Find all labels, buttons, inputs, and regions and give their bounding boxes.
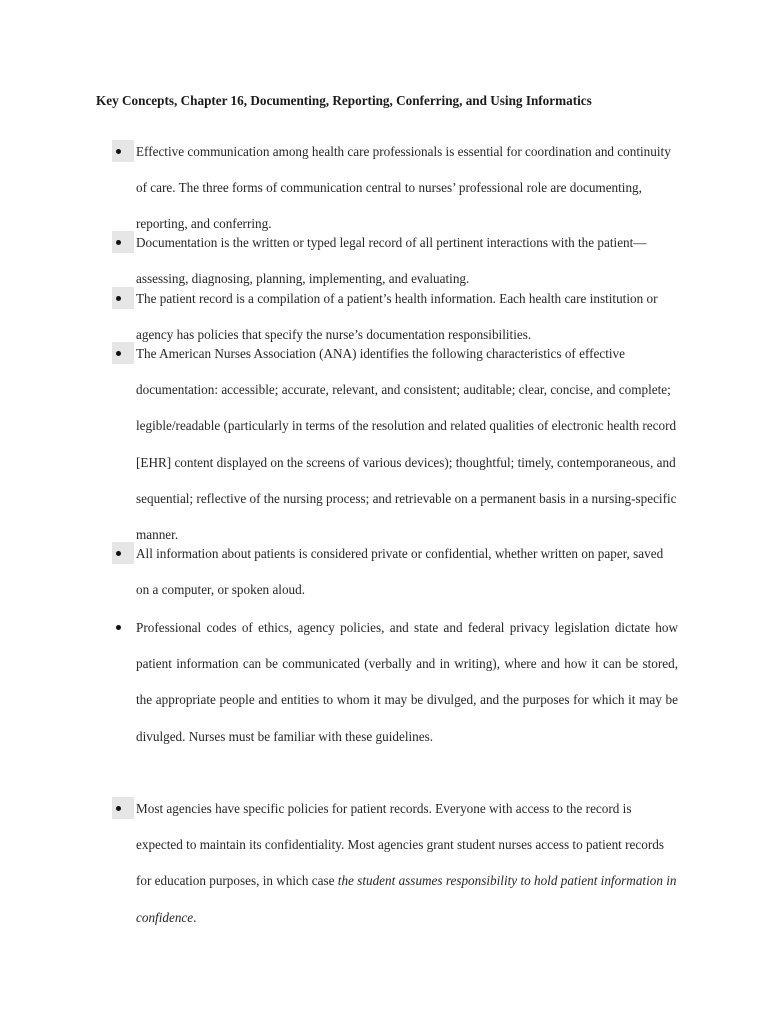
list-item-confidential-information — [136, 536, 678, 608]
list-item-text: Effective communication among health care professionals is essential for coordination and continuity of care. The three forms of communication central to nurses’ professional role are documenting, reporting, and conferring. — [136, 144, 671, 232]
emphasized-text: the student assumes responsibility to hold patient information in confidence — [136, 873, 677, 925]
list-item-text: Documentation is the written or typed legal record of all pertinent interactions with the patient—assessing, diagnosing, planning, implementing, and evaluating. — [136, 235, 647, 287]
bullet-icon — [112, 616, 134, 638]
bullet-icon — [112, 140, 134, 162]
bullet-icon — [112, 287, 134, 309]
bullet-icon — [112, 231, 134, 253]
list-item-privacy-legislation — [136, 610, 678, 755]
bullet-icon — [112, 797, 134, 819]
list-item-ana-characteristics — [136, 336, 678, 553]
list-item-text-main: Most agencies have specific policies for patient records. Everyone with access to the record is expected to maintain its confidentiality. Most agencies grant student nurses access to patient records for education purposes, in which case — [136, 801, 664, 889]
list-item-text: The American Nurses Association (ANA) identifies the following characteristics of effective documentation: accessible; accurate, relevant, and consistent; auditable; clear, concise, and complete; legible/readable (particularly in terms of the resolution and related qualities of electronic health record [EHR] content displayed on the screens of various devices); thoughtful; timely, contemporaneous, and sequential; reflective of the nursing process; and retrievable on a permanent basis in a nursing-specific manner. — [136, 346, 677, 543]
bullet-icon — [112, 542, 134, 564]
list-item-agency-policies — [136, 791, 678, 936]
list-item-text: All information about patients is considered private or confidential, whether written on paper, saved on a computer, or spoken aloud. — [136, 546, 664, 598]
list-item-text-tail: . — [193, 909, 197, 925]
list-item-text: Professional codes of ethics, agency policies, and state and federal privacy legislation dictate how patient information can be communicated (verbally and in writing), where and how it can be stored, the appropriate people and entities to whom it may be divulged, and the purposes for which it may be divulged. Nurses must be familiar with these guidelines. — [136, 620, 678, 744]
list-item-text: The patient record is a compilation of a patient’s health information. Each health care institution or agency has policies that specify the nurse’s documentation responsibilities. — [136, 291, 658, 343]
bullet-icon — [112, 342, 134, 364]
document-title: Key Concepts, Chapter 16, Documenting, Reporting, Conferring, and Using Informatics — [96, 93, 592, 108]
list-item-text — [136, 791, 678, 936]
